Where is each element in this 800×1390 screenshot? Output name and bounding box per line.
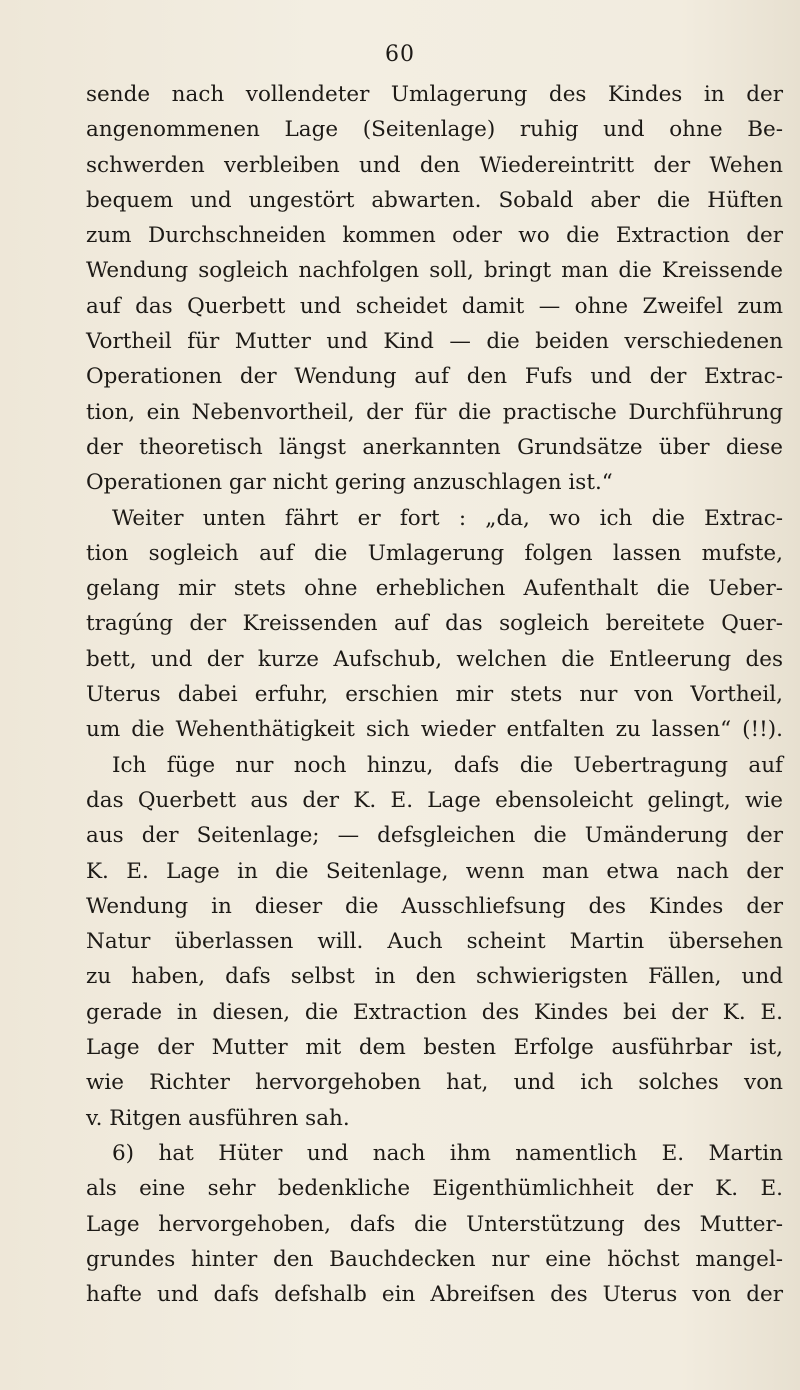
text-line: wie Richter hervorgehoben hat, und ich solches von [86, 1070, 783, 1096]
text-line: grundes hinter den Bauchdecken nur eine höchst mangel- [86, 1246, 783, 1272]
text-line: Wendung sogleich nachfolgen soll, bringt man die Kreissende [86, 258, 783, 284]
text-line: bett, und der kurze Aufschub, welchen die Entleerung des [86, 646, 783, 672]
text-line: Vortheil für Mutter und Kind — die beiden verschiedenen [86, 329, 783, 355]
text-line: Weiter unten fährt er fort : „da, wo ich die Extrac- [112, 505, 783, 531]
text-line: Lage der Mutter mit dem besten Erfolge ausführbar ist, [86, 1035, 783, 1061]
text-line: Uterus dabei erfuhr, erschien mir stets nur von Vortheil, [86, 682, 783, 708]
text-line: schwerden verbleiben und den Wiedereintritt der Wehen [86, 152, 783, 178]
text-line: angenommenen Lage (Seitenlage) ruhig und ohne Be- [86, 117, 783, 143]
text-line: tion sogleich auf die Umlagerung folgen lassen mufste, [86, 540, 783, 566]
text-line: v. Ritgen ausführen sah. [86, 1105, 350, 1131]
text-line: auf das Querbett und scheidet damit — ohne Zweifel zum [86, 293, 783, 319]
text-line: Lage hervorgehoben, dafs die Unterstützung des Mutter- [86, 1211, 783, 1237]
text-line: Operationen gar nicht gering anzuschlagen ist.“ [86, 470, 613, 496]
text-line: tragúng der Kreissenden auf das sogleich bereitete Quer- [86, 611, 783, 637]
text-line: K. E. Lage in die Seitenlage, wenn man etwa nach der [86, 858, 783, 884]
text-line: tion, ein Nebenvortheil, der für die practische Durchführung [86, 399, 783, 425]
text-line: gerade in diesen, die Extraction des Kindes bei der K. E. [86, 999, 783, 1025]
text-line: zum Durchschneiden kommen oder wo die Extraction der [86, 223, 783, 249]
text-line: der theoretisch längst anerkannten Grundsätze über diese [86, 434, 783, 460]
text-line: bequem und ungestört abwarten. Sobald aber die Hüften [86, 187, 783, 213]
text-line: sende nach vollendeter Umlagerung des Kindes in der [86, 82, 783, 107]
text-line: hafte und dafs defshalb ein Abreifsen des Uterus von der [86, 1282, 783, 1308]
page-number: 60 [385, 42, 415, 67]
body-text [86, 77, 783, 1312]
text-line: um die Wehenthätigkeit sich wieder entfalten zu lassen“ (!!). [86, 717, 783, 743]
text-line: als eine sehr bedenkliche Eigenthümlichheit der K. E. [86, 1176, 783, 1202]
text-line: das Querbett aus der K. E. Lage ebensoleicht gelingt, wie [86, 787, 783, 813]
text-line: 6) hat Hüter und nach ihm namentlich E. Martin [112, 1140, 783, 1166]
text-line: Operationen der Wendung auf den Fufs und der Extrac- [86, 364, 783, 390]
text-line: Ich füge nur noch hinzu, dafs die Uebertragung auf [112, 752, 783, 778]
text-line: Natur überlassen will. Auch scheint Martin übersehen [86, 929, 783, 955]
text-line: gelang mir stets ohne erheblichen Aufenthalt die Ueber- [86, 576, 783, 602]
text-line: aus der Seitenlage; — defsgleichen die Umänderung der [86, 823, 783, 849]
text-line: Wendung in dieser die Ausschliefsung des Kindes der [86, 893, 783, 919]
text-line: zu haben, dafs selbst in den schwierigsten Fällen, und [86, 964, 783, 990]
